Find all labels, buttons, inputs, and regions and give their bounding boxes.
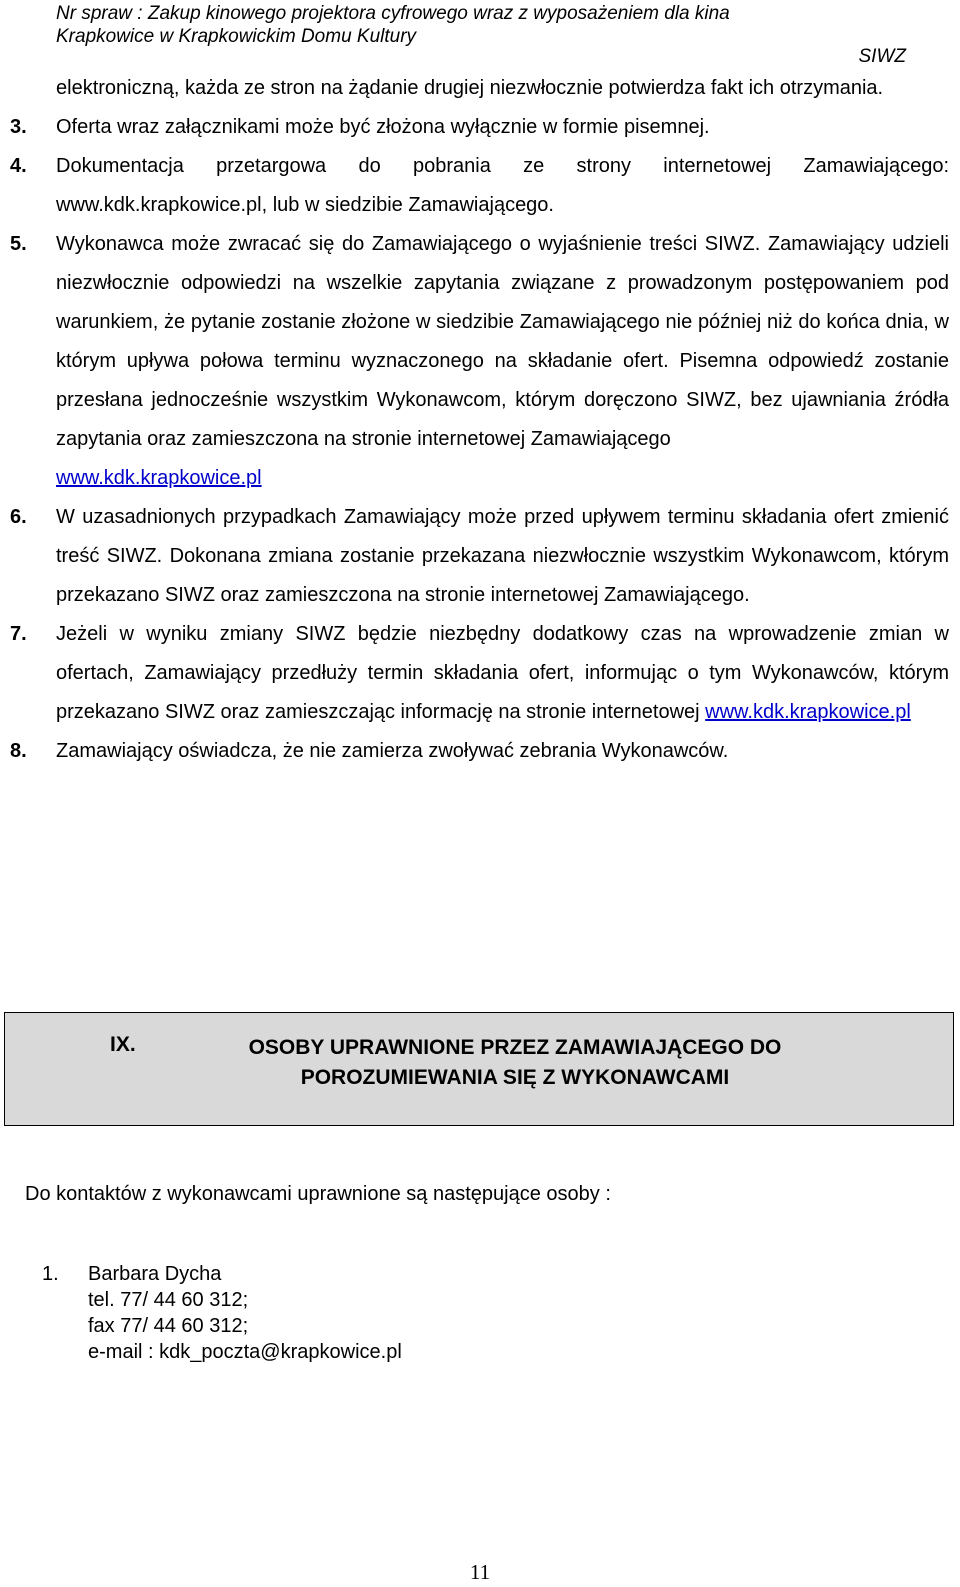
paragraph-text: Jeżeli w wyniku zmiany SIWZ będzie niezbędny dodatkowy czas na wprowadzenie zmian w ofertach, Zamawiający przedłuży termin składania ofert, informując o tym Wykonawców, którym przekazano SIWZ oraz zamieszczając informację na stronie internetowej [56, 623, 949, 723]
contact-fax: fax 77/ 44 60 312; [88, 1315, 249, 1337]
paragraph-text: Oferta wraz załącznikami może być złożona wyłącznie w formie pisemnej. [56, 116, 710, 138]
contact-index: 1. [42, 1263, 59, 1285]
document-header [56, 2, 906, 48]
section-heading-box [4, 1012, 954, 1126]
section-number: IX. [110, 1033, 136, 1056]
paragraph-3 [10, 108, 949, 147]
paragraph-4 [10, 147, 949, 225]
contacts-intro: Do kontaktów z wykonawcami uprawnione są następujące osoby : [25, 1183, 611, 1205]
header-case-number: Nr spraw : Zakup kinowego projektora cyfrowego wraz z wyposażeniem dla kina [56, 3, 730, 24]
paragraph-number: 3. [10, 116, 27, 138]
section-title-line-1: OSOBY UPRAWNIONE PRZEZ ZAMAWIAJĄCEGO DO [248, 1036, 782, 1059]
paragraph-text: W uzasadnionych przypadkach Zamawiający może przed upływem terminu składania ofert zmienić treść SIWZ. Dokonana zmiana zostanie przekazana niezwłocznie wszystkim Wykonawcom, którym przekazano SIWZ oraz zamieszczona na stronie internetowej Zamawiającego. [56, 506, 949, 606]
paragraph-2-continuation: elektroniczną, każda ze stron na żądanie drugiej niezwłocznie potwierdza fakt ich otrzymania. [56, 77, 884, 99]
page-number: 11 [469, 1560, 491, 1584]
paragraph-text: Zamawiający oświadcza, że nie zamierza zwoływać zebrania Wykonawców. [56, 740, 729, 762]
paragraph-8 [10, 732, 949, 771]
paragraph-7 [10, 615, 949, 732]
website-link[interactable]: www.kdk.krapkowice.pl [705, 701, 911, 723]
document-body [10, 69, 949, 771]
header-doc-label: SIWZ [858, 46, 906, 67]
contact-person [42, 1261, 402, 1365]
paragraph-number: 5. [10, 233, 27, 255]
paragraph-number: 7. [10, 623, 27, 645]
paragraph-number: 8. [10, 740, 27, 762]
section-title [195, 1033, 835, 1093]
paragraph-text: Wykonawca może zwracać się do Zamawiającego o wyjaśnienie treści SIWZ. Zamawiający udzieli niezwłocznie odpowiedzi na wszelkie zapytania związane z prowadzonym postępowaniem pod warunkiem, że pytanie zostanie złożone w siedzibie Zamawiającego nie później niż do końca dnia, w którym upływa połowa terminu wyznaczonego na składanie ofert. Pisemna odpowiedź zostanie przesłana jednocześnie wszystkim Wykonawcom, którym doręczono SIWZ, bez ujawniania źródła zapytania oraz zamieszczona na stronie internetowej Zamawiającego [56, 233, 949, 450]
paragraph-text: Dokumentacja przetargowa do pobrania ze strony internetowej Zamawiającego: www.kdk.krapkowice.pl, lub w siedzibie Zamawiającego. [56, 155, 949, 216]
paragraph-number: 6. [10, 506, 27, 528]
contact-phone: tel. 77/ 44 60 312; [88, 1289, 249, 1311]
section-title-line-2: POROZUMIEWANIA SIĘ Z WYKONAWCAMI [300, 1066, 730, 1089]
paragraph-6 [10, 498, 949, 615]
contact-email: e-mail : kdk_poczta@krapkowice.pl [88, 1341, 402, 1363]
header-location: Krapkowice w Krapkowickim Domu Kultury [56, 26, 417, 47]
website-link[interactable]: www.kdk.krapkowice.pl [56, 467, 262, 489]
paragraph-number: 4. [10, 155, 27, 177]
paragraph-5 [10, 225, 949, 498]
contact-name: Barbara Dycha [88, 1263, 222, 1285]
